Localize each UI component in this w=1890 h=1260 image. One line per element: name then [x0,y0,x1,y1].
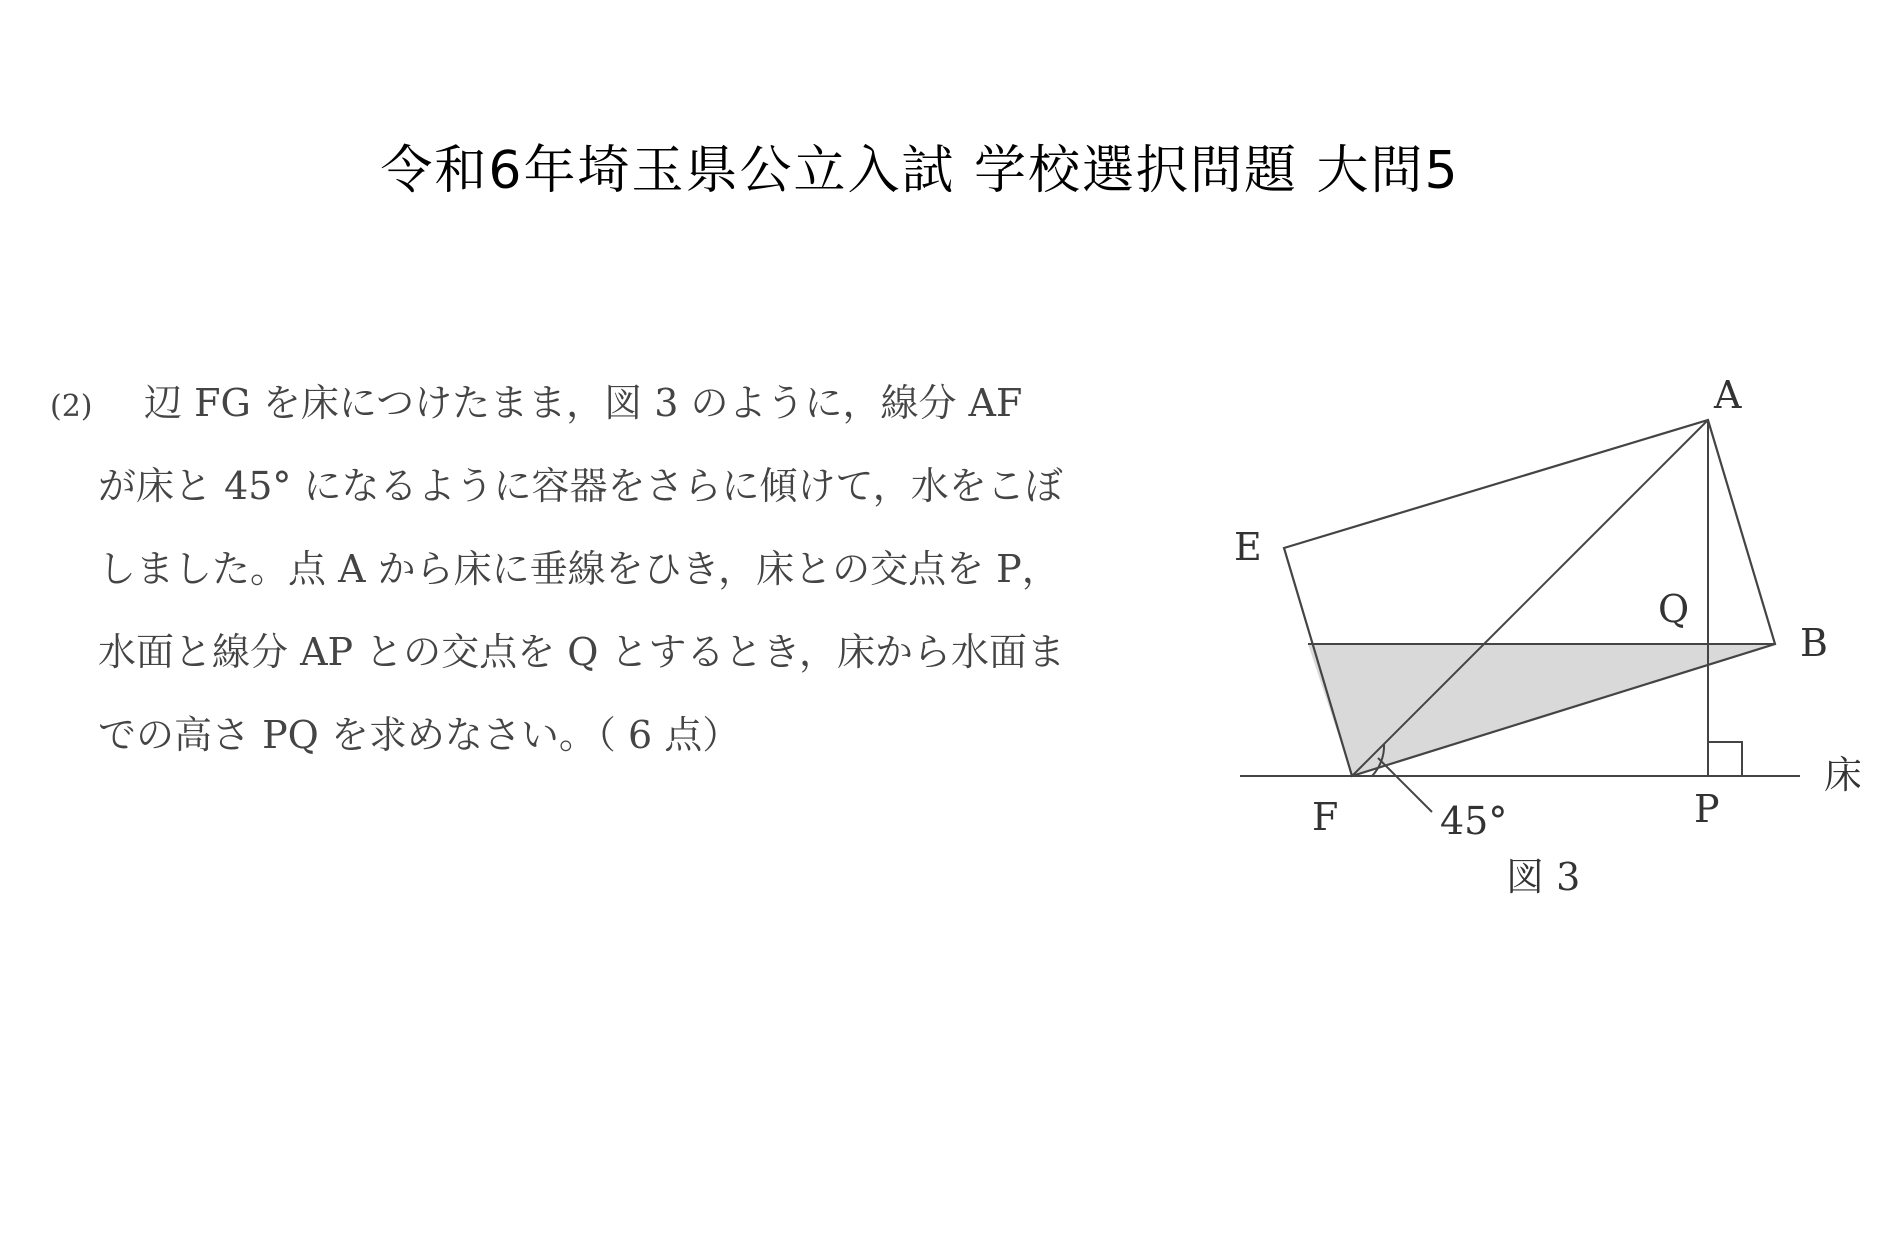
figure-caption: 図 3 [1506,855,1581,899]
geometry-diagram [1220,360,1860,920]
problem-line-5: での高さ PQ を求めなさい。（ 6 点） [98,713,741,757]
label-p: P [1694,787,1720,831]
right-angle-mark [1708,742,1742,776]
page-title: 令和6年埼玉県公立入試 学校選択問題 大問5 [380,141,1460,201]
problem-line-3: しました。点 A から床に垂線をひき，床との交点を P， [98,547,1060,591]
problem-number: (2) [50,389,93,424]
problem-line-2: が床と 45° になるように容器をさらに傾けて，水をこぼ [98,464,1063,508]
floor-label: 床 [1824,753,1860,797]
label-q: Q [1658,587,1690,631]
angle-leader-line [1378,758,1432,812]
problem-line-1: (2) 辺 FG を床につけたまま，図 3 のように，線分 AF [50,362,1140,445]
label-a: A [1714,373,1742,417]
label-b: B [1800,621,1828,665]
figure-3 [1220,360,1860,920]
problem-text [50,362,1140,777]
label-f: F [1312,795,1339,839]
water-region [1308,644,1775,776]
problem-line-4: 水面と線分 AP との交点を Q とするとき，床から水面ま [98,630,1065,674]
angle-label: 45° [1440,799,1508,843]
label-e: E [1234,525,1262,569]
